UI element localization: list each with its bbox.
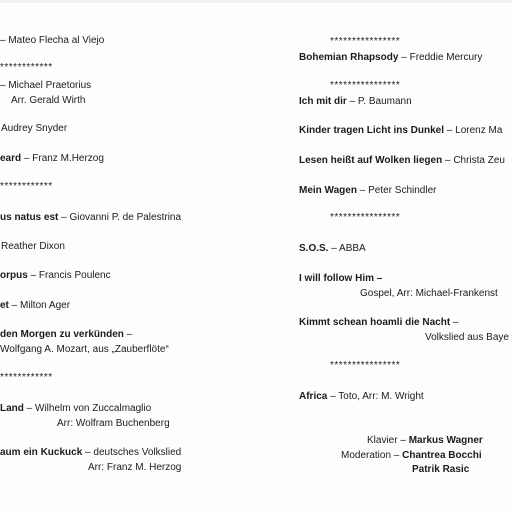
- separator-stars: ****************: [330, 80, 401, 91]
- program-entry: eard – Franz M.Herzog: [0, 153, 104, 164]
- program-arranger: Arr: Franz M. Herzog: [88, 462, 182, 473]
- program-arranger: Arr: Wolfram Buchenberg: [57, 418, 170, 429]
- program-entry: Land – Wilhelm von Zuccalmaglio: [0, 403, 152, 414]
- program-entry: S.O.S. – ABBA: [299, 243, 366, 254]
- program-entry: et – Milton Ager: [0, 300, 71, 311]
- separator-stars: ************: [0, 372, 53, 383]
- program-entry: Audrey Snyder: [1, 123, 68, 134]
- program-entry: I will follow Him –: [299, 273, 383, 284]
- program-entry: Ich mit dir – P. Baumann: [299, 96, 412, 107]
- program-entry: Kimmt schean hoamli die Nacht –: [299, 317, 459, 328]
- credit-line: Patrik Rasic: [412, 464, 470, 475]
- program-entry: aum ein Kuckuck – deutsches Volkslied: [0, 447, 182, 458]
- scan-edge: [0, 0, 512, 3]
- program-entry: – Mateo Flecha al Viejo: [0, 35, 105, 46]
- program-arranger: Arr. Gerald Wirth: [11, 95, 86, 106]
- program-entry: us natus est – Giovanni P. de Palestrina: [0, 212, 182, 223]
- credit-line: Klavier – Markus Wagner: [367, 435, 483, 446]
- separator-stars: ****************: [330, 360, 401, 371]
- separator-stars: ************: [0, 62, 53, 73]
- program-entry: Lesen heißt auf Wolken liegen – Christa Zeu: [299, 155, 505, 166]
- program-entry: Mein Wagen – Peter Schindler: [299, 185, 437, 196]
- program-composer: Wolfgang A. Mozart, aus „Zauberflöte“: [0, 344, 169, 355]
- program-composer: Volkslied aus Baye: [425, 332, 509, 343]
- program-entry: Reather Dixon: [1, 241, 65, 252]
- separator-stars: ****************: [330, 212, 401, 223]
- program-entry: Bohemian Rhapsody – Freddie Mercury: [299, 52, 483, 63]
- program-entry: – Michael Praetorius: [0, 80, 92, 91]
- separator-stars: ************: [0, 181, 53, 192]
- separator-stars: ****************: [330, 36, 401, 47]
- program-entry: den Morgen zu verkünden –: [0, 329, 133, 340]
- program-entry: Africa – Toto, Arr: M. Wright: [299, 391, 424, 402]
- program-entry: Kinder tragen Licht ins Dunkel – Lorenz Ma: [299, 125, 503, 136]
- program-arranger: Gospel, Arr: Michael-Frankenst: [360, 288, 498, 299]
- program-entry: orpus – Francis Poulenc: [0, 270, 111, 281]
- credit-line: Moderation – Chantrea Bocchi: [341, 450, 482, 461]
